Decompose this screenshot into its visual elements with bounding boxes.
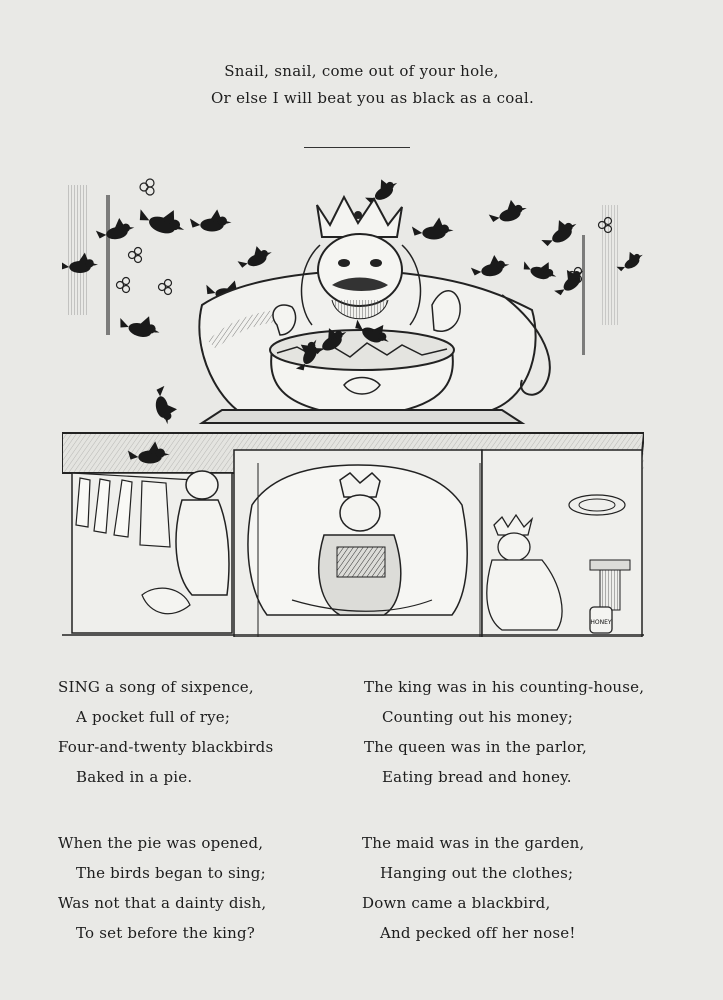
verse-line: Hanging out the clothes; xyxy=(380,864,574,882)
verse-line: The birds began to sing; xyxy=(76,864,266,882)
verse-line: When the pie was opened, xyxy=(58,834,264,852)
honey-label: HONEY xyxy=(590,619,612,626)
verse-line: Down came a blackbird, xyxy=(362,894,551,912)
king-and-pie-engraving xyxy=(62,175,644,637)
verse-line: Eating bread and honey. xyxy=(382,768,572,786)
snail-couplet xyxy=(0,58,723,112)
verse-line: Was not that a dainty dish, xyxy=(58,894,267,912)
couplet-line: Or else I will beat you as black as a coal. xyxy=(210,89,535,107)
stanza-2 xyxy=(364,672,644,792)
verse-line: SING a song of sixpence, xyxy=(58,678,254,696)
verse-line: The king was in his counting-house, xyxy=(364,678,645,696)
verse-line: A pocket full of rye; xyxy=(76,708,231,726)
verse-line: Counting out his money; xyxy=(382,708,574,726)
stanza-1 xyxy=(58,672,273,792)
verse-line: The queen was in the parlor, xyxy=(364,738,587,756)
verse-line: Baked in a pie. xyxy=(76,768,193,786)
couplet-line: Snail, snail, come out of your hole, xyxy=(224,62,499,80)
verse-line: To set before the king? xyxy=(76,924,256,942)
stanza-4 xyxy=(362,828,584,948)
counting-house-panel xyxy=(234,450,482,637)
verse-line: The maid was in the garden, xyxy=(362,834,585,852)
stanza-3 xyxy=(58,828,266,948)
verse-line: Four-and-twenty blackbirds xyxy=(58,738,274,756)
verse-line: And pecked off her nose! xyxy=(380,924,576,942)
queen-parlor-panel xyxy=(482,450,642,637)
section-divider xyxy=(304,147,410,148)
